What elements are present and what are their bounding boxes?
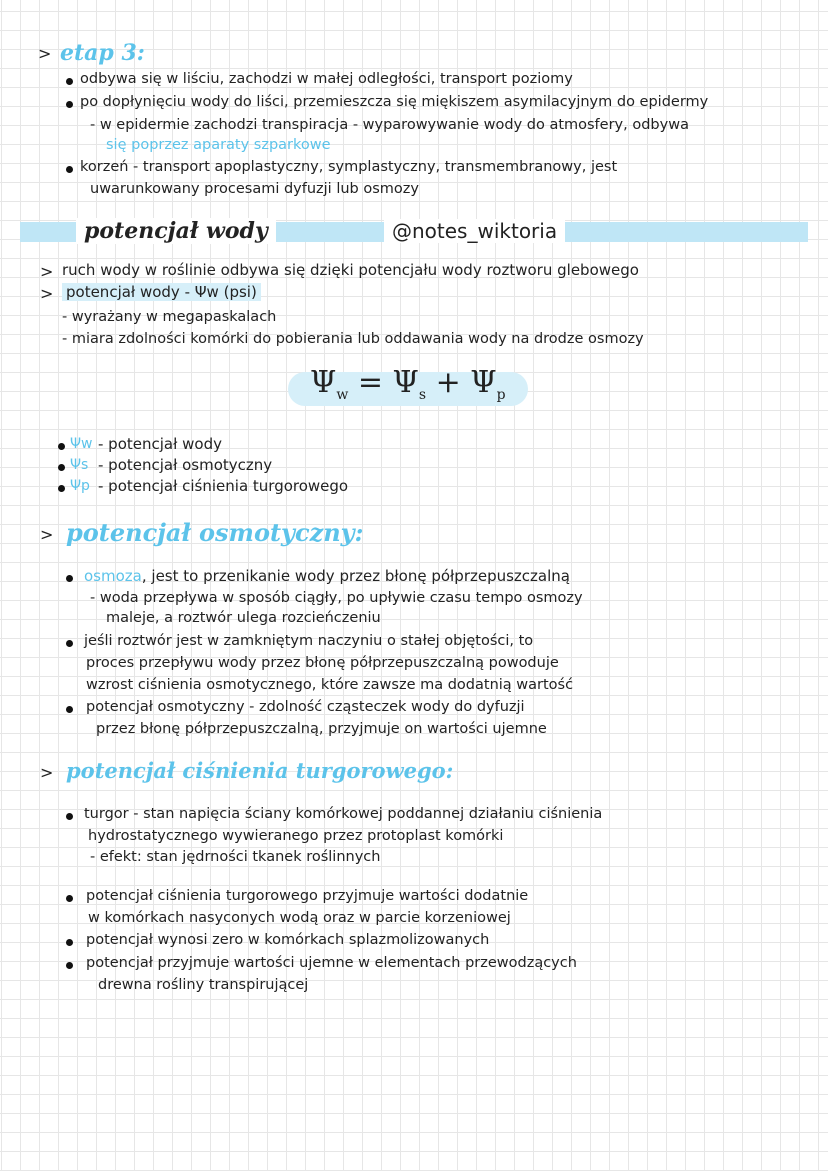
bullet-icon <box>58 485 65 492</box>
intro-line-1: ruch wody w roślinie odbywa się dzięki potencjału wody roztworu glebowego <box>62 261 639 279</box>
bullet-icon <box>66 895 73 902</box>
legend-text-s: - potencjał osmotyczny <box>98 456 273 474</box>
turgor-line-6: potencjał wynosi zero w komórkach splazmolizowanych <box>86 932 490 948</box>
legend-symbol-s: Ψs <box>70 457 89 473</box>
turgor-line-3: - efekt: stan jędrności tkanek roślinnych <box>90 849 381 865</box>
osmotic-line-4: jeśli roztwór jest w zamkniętym naczyniu o stałej objętości, to <box>84 633 534 649</box>
bullet-icon <box>66 813 73 820</box>
banner-title: potencjał wody <box>76 218 276 244</box>
arrow-icon: > <box>40 525 54 544</box>
turgor-heading: potencjał ciśnienia turgorowego: <box>66 758 454 783</box>
legend-text-p: - potencjał ciśnienia turgorowego <box>98 477 349 495</box>
etap-line-2: po dopłynięciu wody do liści, przemieszcza się miękiszem asymilacyjnym do epidermy <box>80 94 709 110</box>
arrow-icon: > <box>40 763 54 782</box>
etap-line-1: odbywa się w liściu, zachodzi w małej odległości, transport poziomy <box>80 71 573 87</box>
osmotic-heading: potencjał osmotyczny: <box>66 518 364 547</box>
bullet-icon <box>66 962 73 969</box>
osmotic-line-5: proces przepływu wody przez błonę półprzepuszczalną powoduje <box>86 655 559 671</box>
osmotic-line-2: - woda przepływa w sposób ciągły, po upływie czasu tempo osmozy <box>90 590 583 606</box>
turgor-line-7: potencjał przyjmuje wartości ujemne w elementach przewodzących <box>86 955 577 971</box>
etap-line-6: uwarunkowany procesami dyfuzji lub osmozy <box>90 181 419 197</box>
turgor-line-5: w komórkach nasyconych wodą oraz w parcie korzeniowej <box>88 910 511 926</box>
bullet-icon <box>66 78 73 85</box>
etap-line-3: - w epidermie zachodzi transpiracja - wyparowywanie wody do atmosfery, odbywa <box>90 117 689 133</box>
etap-heading: etap 3: <box>60 40 145 66</box>
water-potential-formula: $\Psi_w = \Psi_s + \Psi_p$ <box>310 365 506 403</box>
legend-text-w: - potencjał wody <box>98 435 222 453</box>
bullet-icon <box>66 166 73 173</box>
bullet-icon <box>66 640 73 647</box>
bullet-icon <box>66 706 73 713</box>
etap-line-5: korzeń - transport apoplastyczny, symplastyczny, transmembranowy, jest <box>80 159 618 175</box>
intro-line-3: - wyrażany w megapaskalach <box>62 309 277 325</box>
osmoza-term: osmoza <box>84 567 142 585</box>
arrow-icon: > <box>40 284 54 303</box>
osmotic-line-8: przez błonę półprzepuszczalną, przyjmuje on wartości ujemne <box>96 721 547 737</box>
osmotic-line-1 <box>84 567 570 585</box>
osmotic-line-7: potencjał osmotyczny - zdolność cząsteczek wody do dyfuzji <box>86 699 525 715</box>
bullet-icon <box>66 575 73 582</box>
etap-line-4: się poprzez aparaty szparkowe <box>106 137 331 153</box>
turgor-line-4: potencjał ciśnienia turgorowego przyjmuje wartości dodatnie <box>86 888 529 904</box>
arrow-icon: > <box>38 44 52 63</box>
legend-symbol-w: Ψw <box>70 436 93 452</box>
turgor-line-1: turgor - stan napięcia ściany komórkowej poddannej działaniu ciśnienia <box>84 806 603 822</box>
intro-line-4: - miara zdolności komórki do pobierania lub oddawania wody na drodze osmozy <box>62 331 644 347</box>
turgor-line-8: drewna rośliny transpirującej <box>98 977 309 993</box>
bullet-icon <box>66 101 73 108</box>
arrow-icon: > <box>40 262 54 281</box>
osmotic-line-3: maleje, a roztwór ulega rozcieńczeniu <box>106 610 381 626</box>
bullet-icon <box>58 443 65 450</box>
turgor-line-2: hydrostatycznego wywieranego przez protoplast komórki <box>88 828 504 844</box>
bullet-icon <box>58 464 65 471</box>
legend-symbol-p: Ψp <box>70 478 90 494</box>
osmotic-line-6: wzrost ciśnienia osmotycznego, które zawsze ma dodatnią wartość <box>86 677 574 693</box>
osmoza-definition: , jest to przenikanie wody przez błonę półprzepuszczalną <box>141 567 570 585</box>
bullet-icon <box>66 939 73 946</box>
intro-line-2: potencjał wody - Ψw (psi) <box>62 283 261 301</box>
author-handle: @notes_wiktoria <box>384 219 565 243</box>
